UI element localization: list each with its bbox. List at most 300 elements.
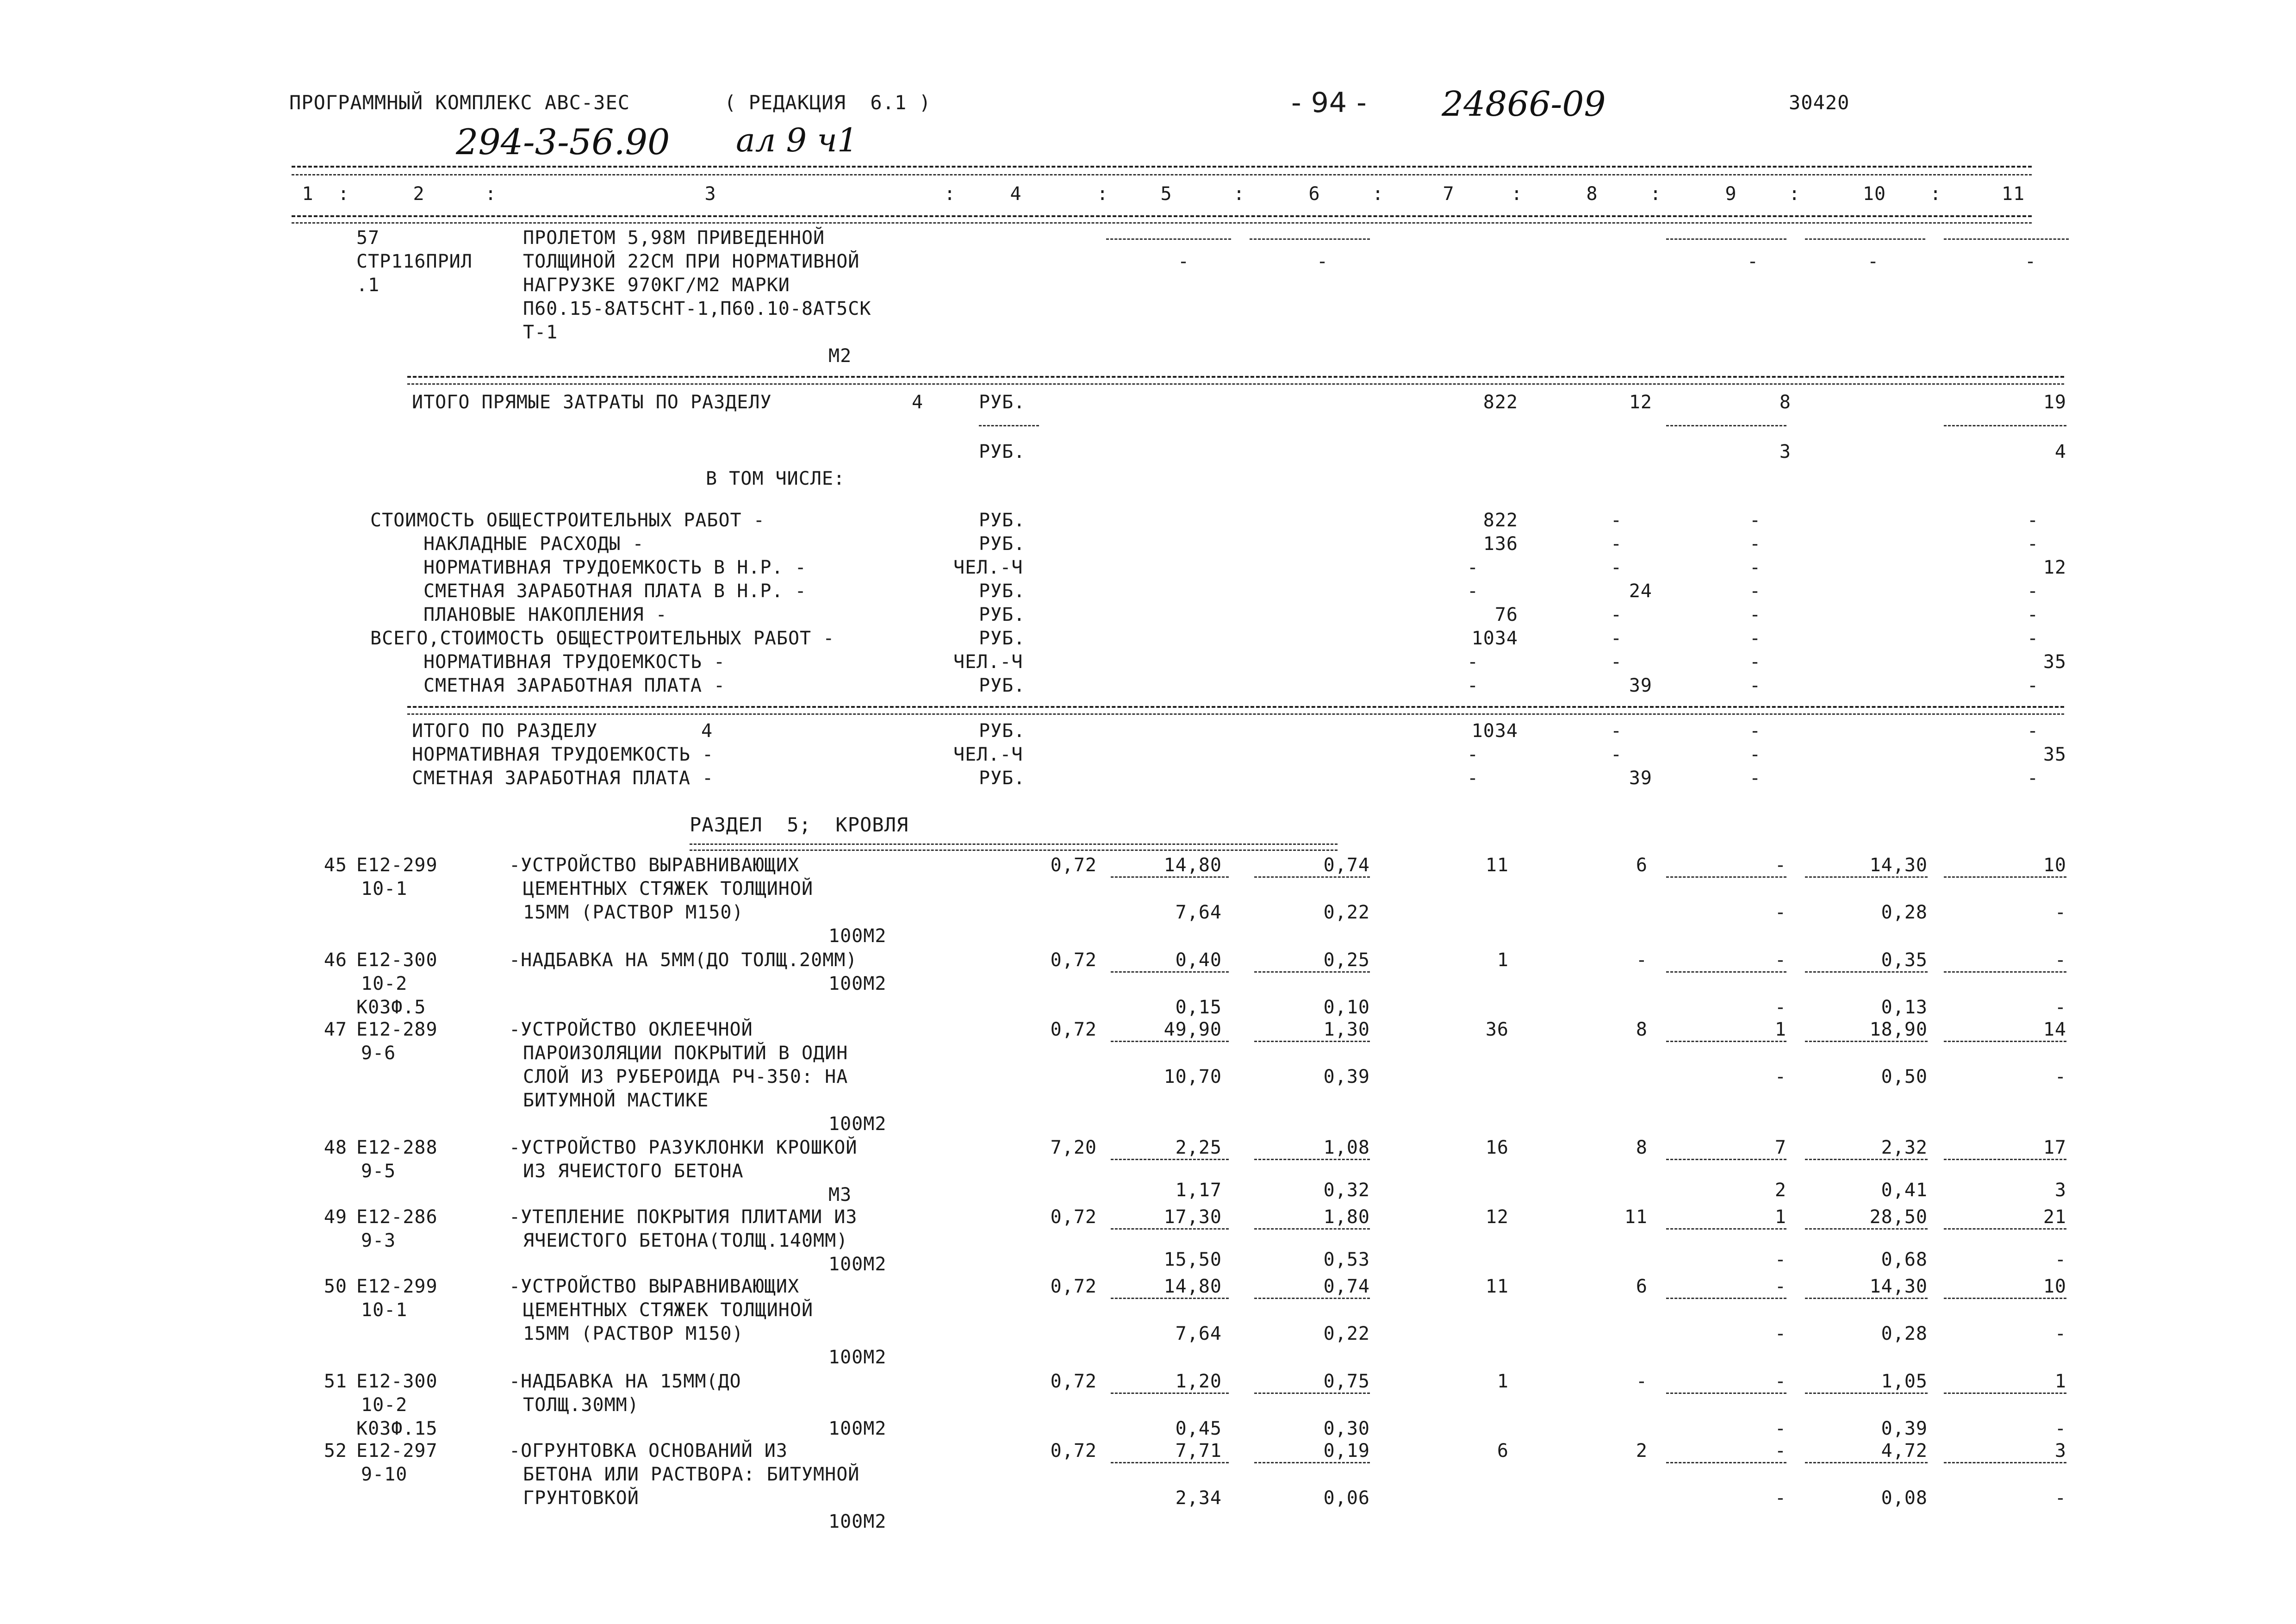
breakdown-value: - [1611,628,1623,649]
breakdown-label: НОРМАТИВНАЯ ТРУДОЕМКОСТЬ - [423,651,726,673]
item-value: 14,80 [1164,855,1222,876]
cell-rule [1805,1041,1928,1042]
col-separators: : [1789,183,1801,205]
cell-rule [1805,1159,1928,1160]
item-value: 2,25 [1175,1137,1222,1158]
item-code: Е12-289 [356,1019,438,1040]
breakdown-value: - [1611,510,1623,531]
item-value: 21 [2043,1206,2066,1228]
item-value: 12 [1485,1206,1509,1228]
totals-value: 19 [2043,392,2066,413]
item-value: - [1636,949,1648,971]
section-total-value: 35 [2043,744,2066,765]
col-header-10: 10 [1862,183,1886,205]
item-value: 0,40 [1175,949,1222,971]
item-value: 0,53 [1323,1249,1370,1270]
item-value: 0,30 [1323,1418,1370,1439]
item-value: 1,17 [1175,1179,1222,1201]
item-value: 14,80 [1164,1276,1222,1297]
section-total-value: - [1611,744,1623,765]
item-value: 0,06 [1323,1487,1370,1509]
section-total-value: - [1467,768,1479,789]
section-title: РАЗДЕЛ 5; КРОВЛЯ [690,813,909,836]
breakdown-unit: РУБ. [979,533,1026,555]
breakdown-value: - [2027,581,2039,602]
item-quantity: 0,72 [1050,1276,1097,1297]
breakdown-value: 822 [1483,510,1518,531]
item-value: 14,30 [1869,855,1928,876]
item-code: 9-6 [361,1043,396,1064]
col-separators: : [338,183,350,205]
cell-rule [1805,1393,1928,1394]
col-header-2: 2 [413,183,425,205]
col-header-8: 8 [1586,183,1598,205]
cell-rule [1944,425,2066,426]
cell-rule [1944,238,2069,240]
breakdown-label: НОРМАТИВНАЯ ТРУДОЕМКОСТЬ В Н.Р. - [423,557,807,578]
item-value: 0,74 [1323,855,1370,876]
cell-rule [1666,1159,1786,1160]
item-description: ТОЛЩ.30ММ) [523,1394,639,1416]
item-unit: 100М2 [828,973,887,994]
item-value: 6 [1636,855,1648,876]
item-description: ЯЧЕИСТОГО БЕТОНА(ТОЛЩ.140ММ) [523,1230,848,1251]
item-value: 7,64 [1175,902,1222,923]
item-value: - [1774,1371,1786,1392]
item-description: -УТЕПЛЕНИЕ ПОКРЫТИЯ ПЛИТАМИ ИЗ [509,1206,858,1228]
col-separators: : [944,183,956,205]
section-total-label: НОРМАТИВНАЯ ТРУДОЕМКОСТЬ - [412,744,714,765]
item-value: 2 [1774,1179,1786,1201]
cell-rule [1944,1041,2066,1042]
breakdown-value: - [1611,651,1623,673]
item-number: 48 [324,1137,347,1158]
breakdown-value: - [1467,581,1479,602]
item-value: 1 [1497,1371,1509,1392]
item-value: - [1774,1418,1786,1439]
item-value: 3 [2054,1179,2066,1201]
breakdown-value: 24 [1629,581,1652,602]
section-rule2 [407,383,2064,385]
cell-rule [1944,971,2066,973]
item-value: 0,74 [1323,1276,1370,1297]
cell-value: - [2025,251,2037,272]
item-value: 0,41 [1881,1179,1928,1201]
breakdown-label: СМЕТНАЯ ЗАРАБОТНАЯ ПЛАТА В Н.Р. - [423,581,807,602]
cell-rule [1666,425,1786,426]
section-rule [407,706,2064,708]
item-description: НАГРУЗКЕ 970КГ/М2 МАРКИ [523,275,790,296]
item-value: 6 [1497,1440,1509,1462]
item-description: -УСТРОЙСТВО ОКЛЕЕЧНОЙ [509,1019,753,1040]
col-separators: : [1511,183,1523,205]
col-header-6: 6 [1308,183,1320,205]
item-unit: 100М2 [828,1418,887,1439]
item-value: - [2054,1066,2066,1087]
breakdown-unit: РУБ. [979,675,1026,696]
item-quantity: 0,72 [1050,1371,1097,1392]
cell-rule [1805,971,1928,973]
item-value: 0,28 [1881,902,1928,923]
section-total-value: - [1467,744,1479,765]
cell-value: - [1747,251,1759,272]
item-code: 9-5 [361,1161,396,1182]
item-value: - [1774,1323,1786,1344]
item-code: Е12-300 [356,1371,438,1392]
item-quantity: 0,72 [1050,1440,1097,1462]
breakdown-value: - [1749,533,1761,555]
item-description: БЕТОНА ИЛИ РАСТВОРА: БИТУМНОЙ [523,1464,860,1485]
cell-rule [1805,1462,1928,1463]
item-description: -НАДБАВКА НА 5ММ(ДО ТОЛЩ.20ММ) [509,949,858,971]
item-value: - [1774,1249,1786,1270]
item-code: 9-10 [361,1464,408,1485]
item-value: 49,90 [1164,1019,1222,1040]
breakdown-value: - [2027,675,2039,696]
cell-rule [1666,1462,1786,1463]
item-description: ТОЛЩИНОЙ 22СМ ПРИ НОРМАТИВНОЙ [523,251,860,272]
item-value: 0,15 [1175,997,1222,1018]
breakdown-unit: ЧЕЛ.-Ч [953,651,1023,673]
item-value: 14,30 [1869,1276,1928,1297]
item-description: ПАРОИЗОЛЯЦИИ ПОКРЫТИЙ В ОДИН [523,1043,848,1064]
header-rule-bottom [292,215,2032,217]
item-value: 1 [1774,1019,1786,1040]
item-quantity: 0,72 [1050,1206,1097,1228]
section-rule [407,376,2064,378]
handwritten-reference: 294-3-56.90 [456,121,670,162]
item-description: 15ММ (РАСТВОР М150) [523,902,744,923]
item-description: -УСТРОЙСТВО РАЗУКЛОНКИ КРОШКОЙ [509,1137,858,1158]
cell-rule [1250,238,1370,240]
item-code: Е12-288 [356,1137,438,1158]
cell-rule [1254,1159,1370,1160]
item-value: - [2054,949,2066,971]
breakdown-unit: ЧЕЛ.-Ч [953,557,1023,578]
item-value: 0,22 [1323,902,1370,923]
item-value: - [2054,1487,2066,1509]
cell-rule [1254,1393,1370,1394]
breakdown-value: - [1611,604,1623,625]
item-description: ИЗ ЯЧЕИСТОГО БЕТОНА [523,1161,744,1182]
item-value: 0,35 [1881,949,1928,971]
item-number: 52 [324,1440,347,1462]
col-separators: : [1650,183,1662,205]
item-code: СТР116ПРИЛ [356,251,473,272]
breakdown-value: - [1467,557,1479,578]
cell-rule [1805,238,1925,240]
breakdown-value: - [2027,604,2039,625]
section-total-value: 39 [1629,768,1652,789]
breakdown-value: 136 [1483,533,1518,555]
section-total-value: - [1611,720,1623,742]
item-value: 1 [1497,949,1509,971]
cell-rule [1805,1298,1928,1299]
item-value: 1 [1774,1206,1786,1228]
item-description: ПРОЛЕТОМ 5,98М ПРИВЕДЕННОЙ [523,227,825,249]
col-separators: : [1097,183,1109,205]
item-value: - [1774,1066,1786,1087]
page-number: - 94 - [1291,87,1367,119]
item-number: 57 [356,227,380,249]
item-value: 0,75 [1323,1371,1370,1392]
item-code: Е12-286 [356,1206,438,1228]
cell-rule [1111,1393,1229,1394]
item-unit: 100М2 [828,1254,887,1275]
item-value: 1,05 [1881,1371,1928,1392]
item-unit: 100М2 [828,1511,887,1532]
section-total-number: 4 [701,720,713,742]
breakdown-value: - [2027,628,2039,649]
cell-rule [1254,876,1370,878]
col-separators: : [1930,183,1942,205]
item-description: -УСТРОЙСТВО ВЫРАВНИВАЮЩИХ [509,855,800,876]
item-value: 6 [1636,1276,1648,1297]
item-description: П60.15-8АТ5СНТ-1,П60.10-8АТ5СК [523,298,871,319]
item-value: 0,13 [1881,997,1928,1018]
item-value: 0,25 [1323,949,1370,971]
item-value: - [2054,1418,2066,1439]
item-value: 17,30 [1164,1206,1222,1228]
breakdown-value: - [1749,628,1761,649]
item-value: 11 [1485,855,1509,876]
cell-rule [1666,876,1786,878]
cell-value: - [1867,251,1879,272]
item-quantity: 0,72 [1050,855,1097,876]
item-value: 2,34 [1175,1487,1222,1509]
breakdown-value: 76 [1494,604,1518,625]
breakdown-value: 39 [1629,675,1652,696]
breakdown-label: НАКЛАДНЫЕ РАСХОДЫ - [423,533,644,555]
cell-rule [1944,1298,2066,1299]
item-number: 49 [324,1206,347,1228]
item-number: 50 [324,1276,347,1297]
breakdown-value: 1034 [1471,628,1518,649]
item-value: 0,32 [1323,1179,1370,1201]
item-value: 7,64 [1175,1323,1222,1344]
item-value: 1,80 [1323,1206,1370,1228]
item-value: 1,20 [1175,1371,1222,1392]
item-quantity: 0,72 [1050,1019,1097,1040]
item-value: - [2054,1249,2066,1270]
col-header-9: 9 [1725,183,1737,205]
col-header-4: 4 [1010,183,1022,205]
item-description: ЦЕМЕНТНЫХ СТЯЖЕК ТОЛЩИНОЙ [523,1299,814,1321]
item-value: - [2054,902,2066,923]
cell-rule [1254,1228,1370,1230]
totals-section: 4 [912,392,924,413]
breakdown-value: - [1749,581,1761,602]
breakdown-unit: РУБ. [979,510,1026,531]
item-value: - [2054,1323,2066,1344]
section-total-label: СМЕТНАЯ ЗАРАБОТНАЯ ПЛАТА - [412,768,714,789]
item-value: - [1636,1371,1648,1392]
item-value: 7,71 [1175,1440,1222,1462]
header-rule-bottom2 [292,222,2032,224]
breakdown-label: СМЕТНАЯ ЗАРАБОТНАЯ ПЛАТА - [423,675,726,696]
section-total-label: ИТОГО ПО РАЗДЕЛУ [412,720,598,742]
cell-rule [1666,1228,1786,1230]
cell-rule [1666,1041,1786,1042]
item-value: 1 [2054,1371,2066,1392]
item-code: Е12-299 [356,855,438,876]
item-value: 15,50 [1164,1249,1222,1270]
cell-rule [1106,238,1231,240]
breakdown-value: - [1611,557,1623,578]
item-value: - [1774,1487,1786,1509]
col-header-7: 7 [1443,183,1455,205]
item-value: 36 [1485,1019,1509,1040]
item-value: 17 [2043,1137,2066,1158]
breakdown-value: 35 [2043,651,2066,673]
cell-rule [1666,238,1786,240]
item-description: Т-1 [523,322,558,343]
item-value: 7 [1774,1137,1786,1158]
document-number: 24866-09 [1442,84,1606,124]
item-description: -НАДБАВКА НА 15ММ(ДО [509,1371,741,1392]
item-value: 3 [2054,1440,2066,1462]
cell-rule [1111,1228,1229,1230]
item-unit: 100М2 [828,925,887,947]
cell-rule [1111,1462,1229,1463]
handwritten-album: ал 9 ч1 [736,121,858,159]
cell-rule [1111,1041,1229,1042]
cell-value: - [1317,251,1329,272]
item-description: -УСТРОЙСТВО ВЫРАВНИВАЮЩИХ [509,1276,800,1297]
item-code: 10-2 [361,1394,408,1416]
cell-rule [1944,1159,2066,1160]
col-separators: : [1233,183,1245,205]
including-label: В ТОМ ЧИСЛЕ: [706,468,845,489]
item-value: 8 [1636,1019,1648,1040]
header-rule-top2 [292,174,2032,175]
item-value: 16 [1485,1137,1509,1158]
item-value: 2 [1636,1440,1648,1462]
cell-rule [1111,1159,1229,1160]
item-value: - [2054,997,2066,1018]
cell-rule [1666,1298,1786,1299]
breakdown-label: ВСЕГО,СТОИМОСТЬ ОБЩЕСТРОИТЕЛЬНЫХ РАБОТ - [370,628,835,649]
cell-rule [1944,876,2066,878]
item-description: ЦЕМЕНТНЫХ СТЯЖЕК ТОЛЩИНОЙ [523,878,814,899]
item-quantity: 7,20 [1050,1137,1097,1158]
cell-rule [1666,971,1786,973]
sheet-code: 30420 [1789,91,1850,114]
breakdown-value: - [1611,533,1623,555]
breakdown-unit: РУБ. [979,628,1026,649]
header-rule-top [292,166,2032,168]
item-value: 11 [1485,1276,1509,1297]
cell-rule [1111,1298,1229,1299]
breakdown-value: - [1749,604,1761,625]
section-total-value: - [1749,720,1761,742]
breakdown-value: - [1467,651,1479,673]
cell-rule [1666,1393,1786,1394]
totals-value: 3 [1779,441,1791,462]
col-header-1: 1 [302,183,314,205]
totals-unit: РУБ. [979,392,1026,413]
col-header-11: 11 [2001,183,2025,205]
cell-rule [1111,971,1229,973]
item-code: Е12-297 [356,1440,438,1462]
breakdown-value: 12 [2043,557,2066,578]
item-value: 0,10 [1323,997,1370,1018]
totals-value: 4 [2054,441,2066,462]
item-value: 4,72 [1881,1440,1928,1462]
cell-rule [1944,1393,2066,1394]
item-number: 51 [324,1371,347,1392]
item-code: К03Ф.15 [356,1418,438,1439]
item-unit: 100М2 [828,1113,887,1135]
cell-rule [1805,1228,1928,1230]
item-code: 10-2 [361,973,408,994]
item-value: 0,50 [1881,1066,1928,1087]
item-description: 15ММ (РАСТВОР М150) [523,1323,744,1344]
cell-rule [1805,876,1928,878]
section-title-underline [690,843,1338,851]
item-value: 11 [1624,1206,1648,1228]
col-separators: : [1372,183,1384,205]
item-description: -ОГРУНТОВКА ОСНОВАНИЙ ИЗ [509,1440,788,1462]
item-value: 8 [1636,1137,1648,1158]
col-header-3: 3 [704,183,716,205]
breakdown-label: ПЛАНОВЫЕ НАКОПЛЕНИЯ - [423,604,667,625]
item-value: 0,19 [1323,1440,1370,1462]
breakdown-unit: РУБ. [979,581,1026,602]
item-value: 10 [2043,855,2066,876]
unit-rule [979,425,1039,426]
breakdown-value: - [1467,675,1479,696]
totals-value: 12 [1629,392,1652,413]
item-description: ГРУНТОВКОЙ [523,1487,639,1509]
cell-rule [1254,1041,1370,1042]
item-value: 0,22 [1323,1323,1370,1344]
item-code: .1 [356,275,380,296]
cell-rule [1254,971,1370,973]
col-separators: : [485,183,497,205]
item-code: 10-1 [361,1299,408,1321]
totals-value: 822 [1483,392,1518,413]
item-description: БИТУМНОЙ МАСТИКЕ [523,1090,709,1111]
breakdown-value: - [1749,675,1761,696]
section-total-value: - [2027,768,2039,789]
item-number: 46 [324,949,347,971]
breakdown-value: - [1749,651,1761,673]
item-value: - [1774,997,1786,1018]
breakdown-value: - [1749,557,1761,578]
item-quantity: 0,72 [1050,949,1097,971]
item-number: 45 [324,855,347,876]
item-unit: 100М2 [828,1347,887,1368]
item-code: 10-1 [361,878,408,899]
breakdown-label: СТОИМОСТЬ ОБЩЕСТРОИТЕЛЬНЫХ РАБОТ - [370,510,765,531]
item-value: - [1774,949,1786,971]
item-unit: М3 [828,1184,852,1206]
item-value: 1,30 [1323,1019,1370,1040]
section-total-value: - [2027,720,2039,742]
item-value: 1,08 [1323,1137,1370,1158]
item-value: - [1774,902,1786,923]
item-value: 18,90 [1869,1019,1928,1040]
item-value: 10,70 [1164,1066,1222,1087]
item-number: 47 [324,1019,347,1040]
item-unit: М2 [828,345,852,367]
item-value: 10 [2043,1276,2066,1297]
edition-label: ( РЕДАКЦИЯ 6.1 ) [724,91,931,114]
cell-rule [1254,1462,1370,1463]
item-value: 14 [2043,1019,2066,1040]
item-value: 0,39 [1881,1418,1928,1439]
